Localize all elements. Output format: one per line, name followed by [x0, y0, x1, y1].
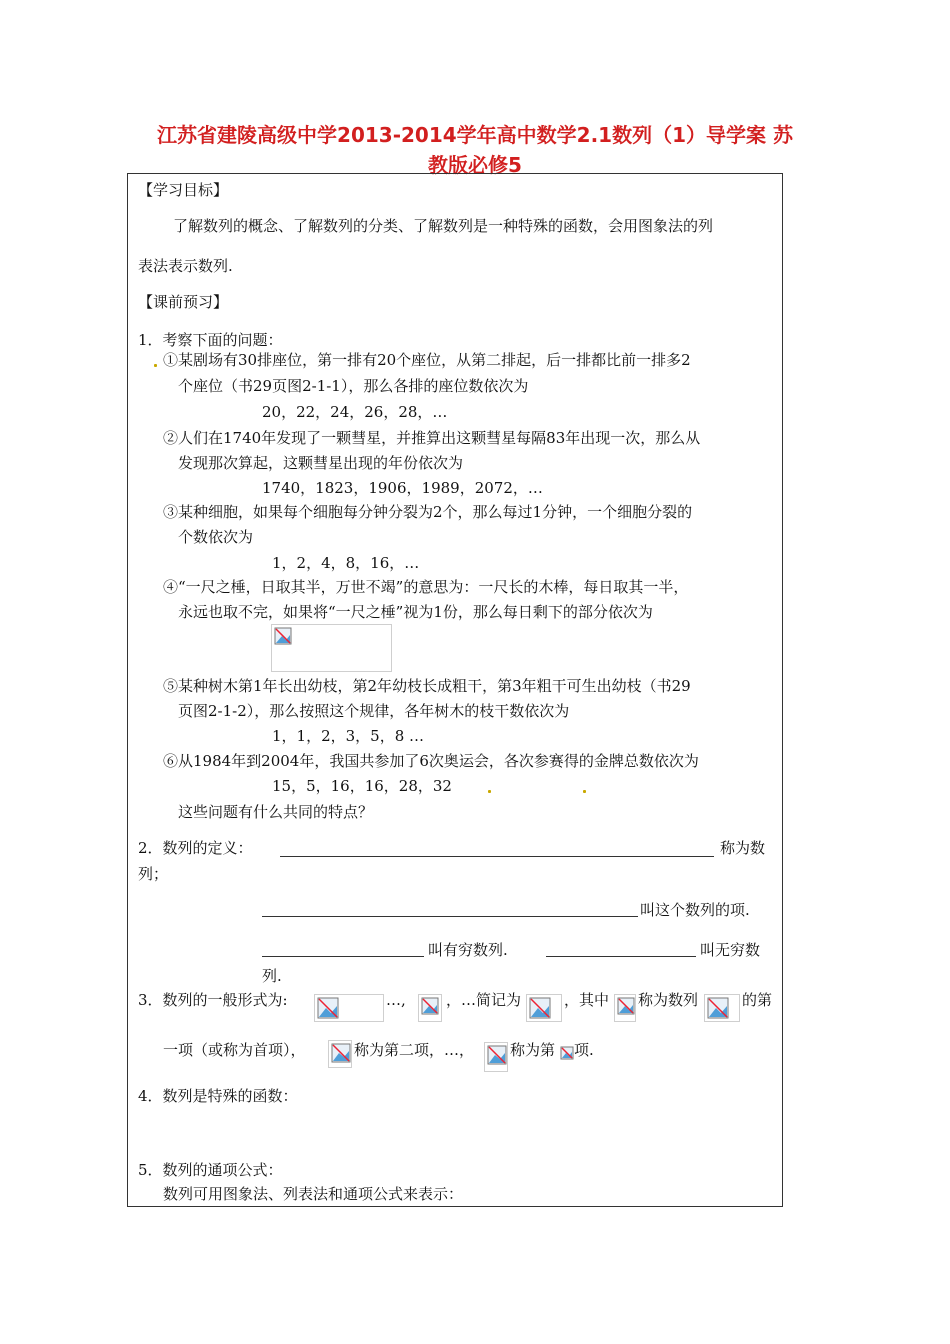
q3-seg-5: 的第	[742, 991, 773, 1009]
broken-image-icon	[317, 997, 339, 1019]
sequence-image-placeholder	[271, 624, 392, 672]
title-line-2: 教版必修5	[428, 153, 522, 177]
q3-line-2a: 一项（或称为首项），	[163, 1041, 306, 1059]
q3-seg-2: ，…简记为	[446, 991, 522, 1009]
q3-seg-4: 称为数列	[638, 991, 699, 1009]
q3-line-2b: 称为第二项，…，	[354, 1041, 475, 1059]
example-5-sequence: 1，1，2，3，5，8 …	[272, 727, 425, 745]
broken-image-icon	[274, 627, 292, 645]
formula-placeholder	[526, 994, 562, 1022]
formula-placeholder	[614, 994, 636, 1022]
broken-image-icon	[421, 997, 439, 1015]
example-4-line-2: 永远也取不完，如果将“一尺之棰”视为1份，那么每日剩下的部分依次为	[178, 603, 653, 621]
formula-placeholder	[558, 1044, 574, 1068]
question-4: 4．数列是特殊的函数：	[138, 1087, 298, 1105]
stray-mark	[583, 790, 586, 793]
formula-placeholder	[328, 1040, 352, 1068]
q3-line-2c: 称为第	[510, 1041, 556, 1059]
example-6-sequence: 15，5，16，16，28，32	[272, 777, 452, 795]
definition-blank[interactable]	[280, 856, 714, 857]
example-1-sequence: 20，22，24，26，28，…	[262, 403, 448, 421]
goals-heading: 【学习目标】	[138, 181, 229, 199]
broken-image-icon	[560, 1046, 574, 1060]
question-1: 1．考察下面的问题：	[138, 331, 283, 349]
goals-line-2: 表法表示数列.	[138, 257, 233, 275]
example-1-line-1: ①某剧场有30排座位，第一排有20个座位，从第二排起，后一排都比前一排多2	[163, 351, 691, 369]
question-2-tail: 称为数	[720, 839, 766, 857]
example-2-line-1: ②人们在1740年发现了一颗彗星，并推算出这颗彗星每隔83年出现一次，那么从	[163, 429, 701, 447]
broken-image-icon	[707, 997, 729, 1019]
goals-line-1: 了解数列的概念、了解数列的分类、了解数列是一种特殊的函数，会用图象法的列	[173, 217, 714, 235]
worksheet-table	[127, 173, 783, 1207]
example-4-line-1: ④“一尺之棰，日取其半，万世不竭”的意思为：一尺长的木棒，每日取其一半，	[163, 578, 689, 596]
example-2-line-2: 发现那次算起，这颗彗星出现的年份依次为	[178, 454, 464, 472]
term-text: 叫这个数列的项.	[640, 901, 750, 919]
example-5-line-1: ⑤某种树木第1年长出幼枝，第2年幼枝长成粗干，第3年粗干可生出幼枝（书29	[163, 677, 691, 695]
infinite-text-wrap: 列.	[262, 967, 282, 985]
q3-seg-1: …,	[386, 991, 406, 1009]
example-3-sequence: 1，2，4，8，16，…	[272, 554, 420, 572]
finite-text: 叫有穷数列.	[428, 941, 508, 959]
question-5: 5．数列的通项公式：	[138, 1161, 283, 1179]
question-5-sub: 数列可用图象法、列表法和通项公式来表示：	[163, 1185, 464, 1203]
example-5-line-2: 页图2-1-2），那么按照这个规律，各年树木的枝干数依次为	[178, 702, 570, 720]
broken-image-icon	[617, 997, 635, 1015]
question-2-lead: 2．数列的定义：	[138, 839, 253, 857]
infinite-blank[interactable]	[546, 956, 696, 957]
example-6-line-1: ⑥从1984年到2004年，我国共参加了6次奥运会，各次参赛得的金牌总数依次为	[163, 752, 699, 770]
example-3-line-2: 个数依次为	[178, 528, 254, 546]
preview-heading: 【课前预习】	[138, 293, 229, 311]
q3-line-2d: 项.	[574, 1041, 594, 1059]
formula-placeholder	[418, 994, 442, 1022]
example-1-line-2: 个座位（书29页图2-1-1），那么各排的座位数依次为	[178, 377, 529, 395]
formula-placeholder	[484, 1042, 508, 1072]
stray-mark	[154, 364, 157, 367]
infinite-text: 叫无穷数	[700, 941, 761, 959]
term-blank[interactable]	[262, 916, 638, 917]
stray-mark	[488, 790, 491, 793]
formula-placeholder	[704, 994, 740, 1022]
title-line-1: 江苏省建陵高级中学2013-2014学年高中数学2.1数列（1）导学案 苏	[157, 123, 793, 147]
example-3-line-1: ③某种细胞，如果每个细胞每分钟分裂为2个，那么每过1分钟，一个细胞分裂的	[163, 503, 693, 521]
broken-image-icon	[529, 997, 551, 1019]
question-3-lead: 3．数列的一般形式为:	[138, 991, 288, 1009]
broken-image-icon	[487, 1045, 507, 1065]
question-2-tail-wrap: 列；	[138, 865, 169, 883]
document-title	[120, 120, 830, 180]
q3-seg-3: ，其中	[564, 991, 610, 1009]
finite-blank[interactable]	[262, 956, 424, 957]
broken-image-icon	[331, 1043, 351, 1063]
example-2-sequence: 1740，1823，1906，1989，2072，…	[262, 479, 543, 497]
common-feature-question: 这些问题有什么共同的特点？	[178, 803, 374, 821]
formula-placeholder	[314, 994, 384, 1022]
